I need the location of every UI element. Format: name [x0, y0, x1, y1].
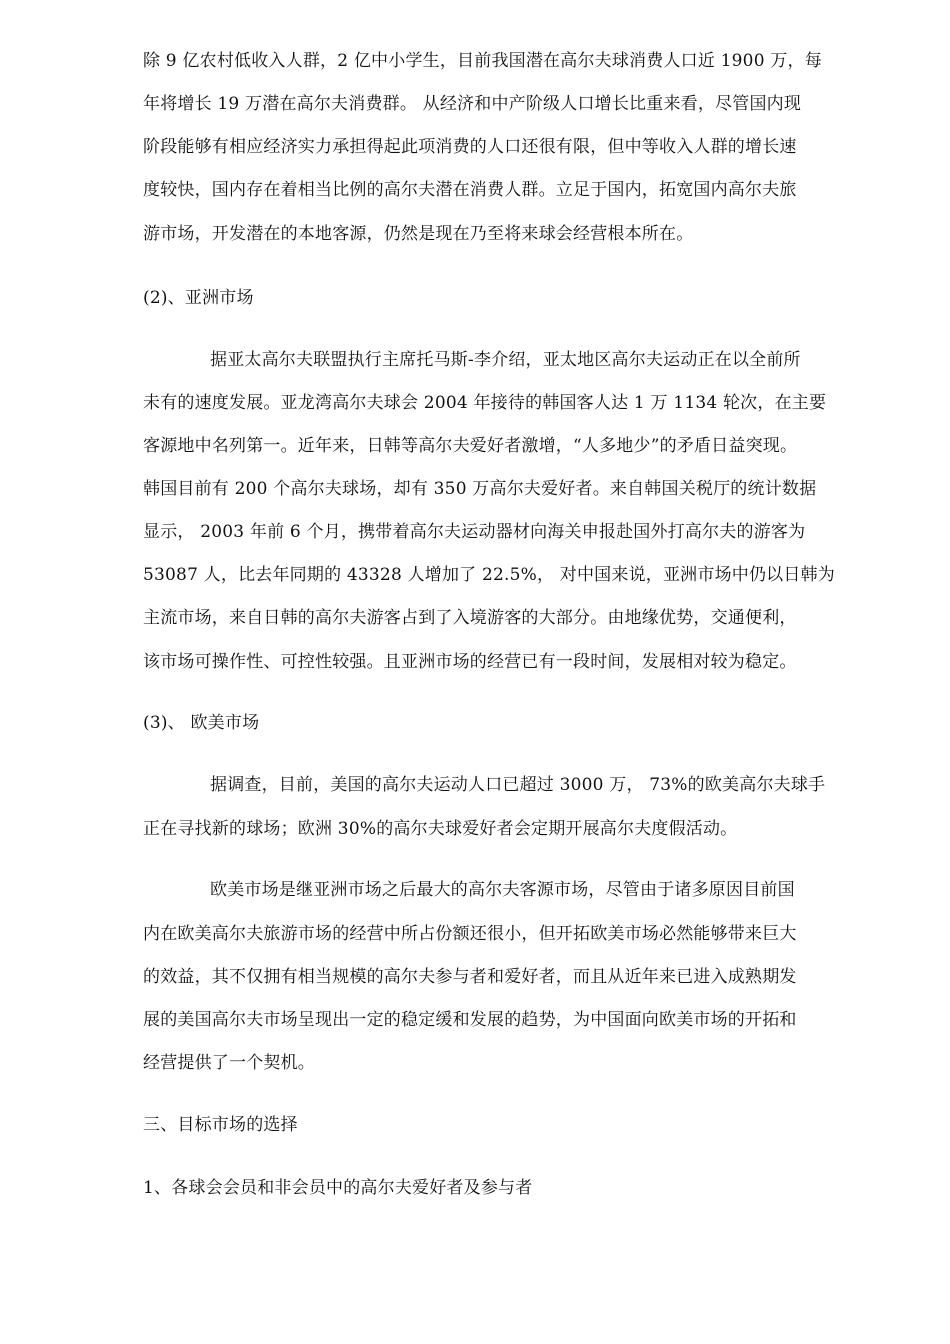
west-p2-line-5: 经营提供了一个契机。 [143, 1053, 315, 1073]
west-p1-line-2: 正在寻找新的球场；欧洲 30%的高尔夫球爱好者会定期开展高尔夫度假活动。 [143, 819, 738, 839]
asia-line-6: 53087 人，比去年同期的 43328 人增加了 22.5%， 对中国来说，亚洲市场中仍以日韩为 [143, 565, 835, 585]
west-p2-line-4: 展的美国高尔夫市场呈现出一定的稳定缓和发展的趋势，为中国面向欧美市场的开拓和 [143, 1010, 797, 1030]
intro-line-2: 年将增长 19 万潜在高尔夫消费群。 从经济和中产阶级人口增长比重来看，尽管国内现 [143, 94, 802, 114]
intro-line-4: 度较快，国内存在着相当比例的高尔夫潜在消费人群。立足于国内，拓宽国内高尔夫旅 [143, 180, 797, 200]
intro-line-3: 阶段能够有相应经济实力承担得起此项消费的人口还很有限，但中等收入人群的增长速 [143, 137, 797, 157]
asia-line-5: 显示， 2003 年前 6 个月，携带着高尔夫运动器材向海关申报赴国外打高尔夫的游客为 [143, 522, 806, 542]
intro-line-5: 游市场，开发潜在的本地客源，仍然是现在乃至将来球会经营根本所在。 [143, 224, 694, 244]
asia-line-7: 主流市场，来自日韩的高尔夫游客占到了入境游客的大部分。由地缘优势，交通便利， [143, 608, 797, 628]
heading-west-market: (3)、 欧美市场 [143, 713, 260, 733]
west-p2-line-1: 欧美市场是继亚洲市场之后最大的高尔夫客源市场，尽管由于诸多原因目前国 [210, 880, 795, 900]
asia-line-4: 韩国目前有 200 个高尔夫球场，却有 350 万高尔夫爱好者。来自韩国关税厅的统计数据 [143, 479, 817, 499]
intro-line-1: 除 9 亿农村低收入人群，2 亿中小学生，目前我国潜在高尔夫球消费人口近 1900 万，每 [143, 51, 822, 71]
west-p2-line-3: 的效益，其不仅拥有相当规模的高尔夫参与者和爱好者，而且从近年来已进入成熟期发 [143, 967, 797, 987]
heading-item-1: 1、各球会会员和非会员中的高尔夫爱好者及参与者 [143, 1178, 533, 1198]
asia-line-8: 该市场可操作性、可控性较强。且亚洲市场的经营已有一段时间，发展相对较为稳定。 [143, 652, 797, 672]
asia-line-1: 据亚太高尔夫联盟执行主席托马斯-李介绍，亚太地区高尔夫运动正在以全前所 [210, 350, 801, 370]
asia-line-2: 未有的速度发展。亚龙湾高尔夫球会 2004 年接待的韩国客人达 1 万 1134 轮次，在主要 [143, 393, 827, 413]
west-p1-line-1: 据调查，目前，美国的高尔夫运动人口已超过 3000 万， 73%的欧美高尔夫球手 [210, 775, 826, 795]
west-p2-line-2: 内在欧美高尔夫旅游市场的经营中所占份额还很小，但开拓欧美市场必然能够带来巨大 [143, 924, 797, 944]
heading-asia-market: (2)、亚洲市场 [143, 288, 254, 308]
asia-line-3: 客源地中名列第一。近年来，日韩等高尔夫爱好者激增，“人多地少”的矛盾日益突现。 [143, 436, 798, 456]
heading-section-3: 三、目标市场的选择 [143, 1115, 298, 1135]
